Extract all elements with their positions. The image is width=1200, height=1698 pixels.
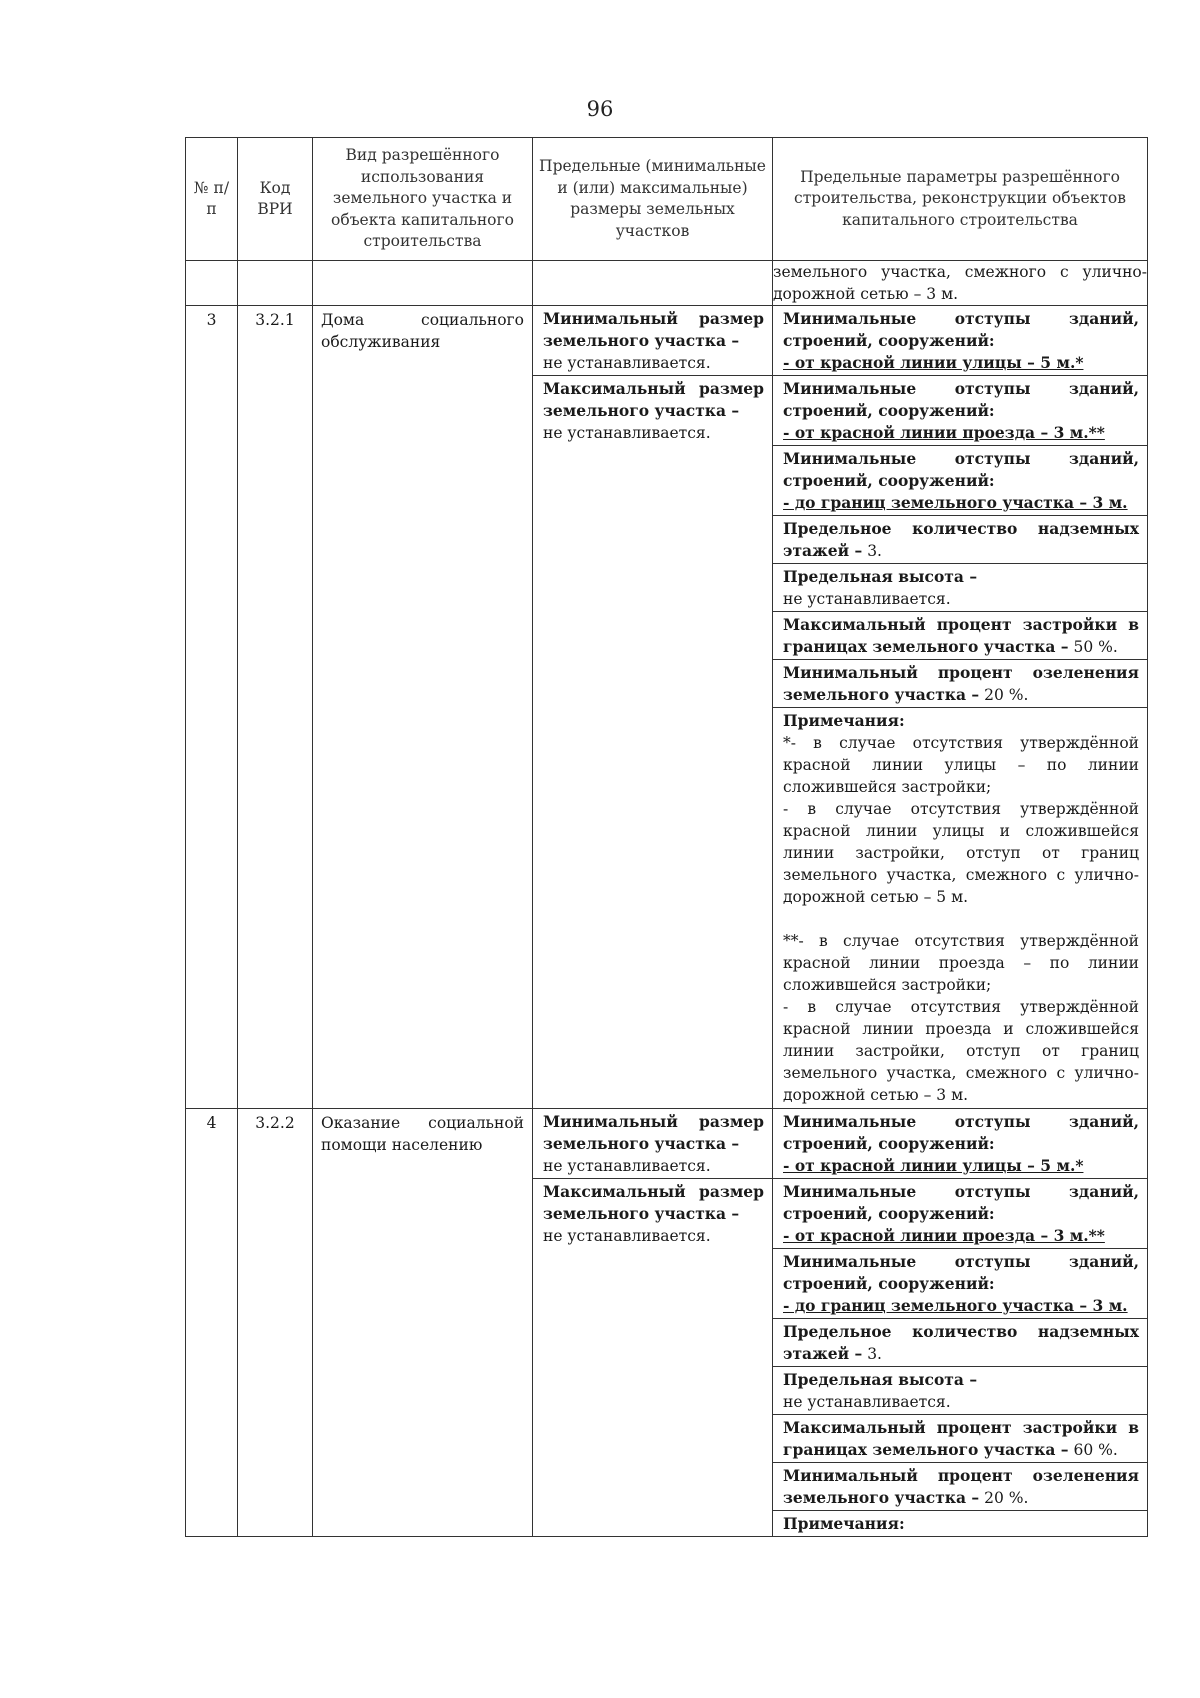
min-plot-size-block (533, 1109, 772, 1179)
continuation-empty-cell (186, 261, 238, 306)
param-value: 20 %. (984, 686, 1029, 704)
continuation-text: земельного участка, смежного с улично-дорожной сетью – 3 м. (773, 261, 1148, 306)
param-value: - от красной линии улицы – 5 м.* (783, 353, 1084, 372)
notes-block (773, 708, 1147, 1108)
param-max-height (773, 564, 1147, 612)
page-number: 96 (586, 97, 614, 121)
notes-title: Примечания: (783, 1514, 905, 1533)
notes-title: Примечания: (783, 711, 905, 730)
param-max-build-percent (773, 612, 1147, 660)
row-construction-parameters (773, 1109, 1148, 1537)
param-label: Минимальные отступы зданий, строений, сооружений: (783, 1252, 1139, 1293)
row-number: 3 (186, 306, 238, 1109)
note-item: **- в случае отсутствия утверждённой красной линии проезда – по линии сложившейся застройки; (783, 932, 1139, 994)
continuation-empty-cell (238, 261, 313, 306)
note-spacer (783, 908, 1139, 930)
note-item: *- в случае отсутствия утверждённой красной линии улицы – по линии сложившейся застройки; (783, 734, 1139, 796)
param-label: Минимальные отступы зданий, строений, сооружений: (783, 449, 1139, 490)
min-plot-size-value: не устанавливается. (543, 1157, 711, 1175)
param-label: Предельная высота – (783, 567, 978, 586)
param-value: не устанавливается. (783, 1393, 951, 1411)
param-value: 3. (867, 1345, 882, 1363)
max-plot-size-value: не устанавливается. (543, 1227, 711, 1245)
param-setback-driveway (773, 1179, 1147, 1249)
param-label: Минимальный процент озеленения земельного участка – (783, 663, 1139, 704)
param-max-floors (773, 516, 1147, 564)
header-plot-size-limits: Предельные (минимальные и (или) максимальные) размеры земельных участков (533, 138, 773, 261)
min-plot-size-block (533, 306, 772, 376)
row-plot-size-limits (533, 306, 773, 1109)
param-value: - до границ земельного участка – 3 м. (783, 493, 1128, 512)
param-min-green-percent (773, 660, 1147, 708)
header-number: № п/п (186, 138, 238, 261)
min-plot-size-value: не устанавливается. (543, 354, 711, 372)
note-item: - в случае отсутствия утверждённой красной линии улицы и сложившейся линии застройки, отступ от границ земельного участка, смежного с улично-дорожной сетью – 5 м. (783, 800, 1139, 906)
max-plot-size-label: Максимальный размер земельного участка – (543, 379, 764, 420)
row-code: 3.2.2 (238, 1109, 313, 1537)
row-permitted-use: Дома социального обслуживания (313, 306, 533, 1109)
param-label: Минимальные отступы зданий, строений, сооружений: (783, 1182, 1139, 1223)
param-setback-boundary (773, 1249, 1147, 1319)
param-value: - от красной линии проезда – 3 м.** (783, 423, 1105, 442)
row-construction-parameters (773, 306, 1148, 1109)
param-value: 20 %. (984, 1489, 1029, 1507)
land-use-parameters-table (185, 137, 1148, 1537)
row-code: 3.2.1 (238, 306, 313, 1109)
param-label: Предельное количество надземных этажей – (783, 1322, 1139, 1363)
max-plot-size-block (533, 1179, 772, 1248)
header-permitted-use: Вид разрешённого использования земельного участка и объекта капитального строительства (313, 138, 533, 261)
continuation-row (186, 261, 1148, 306)
note-item: - в случае отсутствия утверждённой красной линии проезда и сложившейся линии застройки, отступ от границ земельного участка, смежного с улично-дорожной сетью – 3 м. (783, 998, 1139, 1104)
param-value: - от красной линии улицы – 5 м.* (783, 1156, 1084, 1175)
notes-block (773, 1511, 1147, 1536)
max-plot-size-label: Максимальный размер земельного участка – (543, 1182, 764, 1223)
param-setback-boundary (773, 446, 1147, 516)
continuation-empty-cell (533, 261, 773, 306)
table-row (186, 306, 1148, 1109)
param-setback-street (773, 1109, 1147, 1179)
max-plot-size-value: не устанавливается. (543, 424, 711, 442)
param-label: Минимальные отступы зданий, строений, сооружений: (783, 1112, 1139, 1153)
min-plot-size-label: Минимальный размер земельного участка – (543, 1112, 764, 1153)
param-value: не устанавливается. (783, 590, 951, 608)
continuation-empty-cell (313, 261, 533, 306)
param-label: Минимальные отступы зданий, строений, сооружений: (783, 309, 1139, 350)
param-label: Минимальные отступы зданий, строений, сооружений: (783, 379, 1139, 420)
table-header-row (186, 138, 1148, 261)
param-setback-driveway (773, 376, 1147, 446)
param-value: 3. (867, 542, 882, 560)
param-max-floors (773, 1319, 1147, 1367)
row-permitted-use: Оказание социальной помощи населению (313, 1109, 533, 1537)
header-code: Код ВРИ (238, 138, 313, 261)
param-label: Максимальный процент застройки в границах земельного участка – (783, 1418, 1139, 1459)
param-setback-street (773, 306, 1147, 376)
param-value: - от красной линии проезда – 3 м.** (783, 1226, 1105, 1245)
param-value: 50 %. (1073, 638, 1118, 656)
min-plot-size-label: Минимальный размер земельного участка – (543, 309, 764, 350)
row-number: 4 (186, 1109, 238, 1537)
param-label: Предельная высота – (783, 1370, 978, 1389)
param-max-height (773, 1367, 1147, 1415)
param-label: Минимальный процент озеленения земельного участка – (783, 1466, 1139, 1507)
table-row (186, 1109, 1148, 1537)
param-label: Предельное количество надземных этажей – (783, 519, 1139, 560)
max-plot-size-block (533, 376, 772, 445)
param-max-build-percent (773, 1415, 1147, 1463)
param-min-green-percent (773, 1463, 1147, 1511)
param-label: Максимальный процент застройки в границах земельного участка – (783, 615, 1139, 656)
param-value: 60 %. (1073, 1441, 1118, 1459)
header-construction-parameters: Предельные параметры разрешённого строительства, реконструкции объектов капитального строительства (773, 138, 1148, 261)
param-value: - до границ земельного участка – 3 м. (783, 1296, 1128, 1315)
row-plot-size-limits (533, 1109, 773, 1537)
